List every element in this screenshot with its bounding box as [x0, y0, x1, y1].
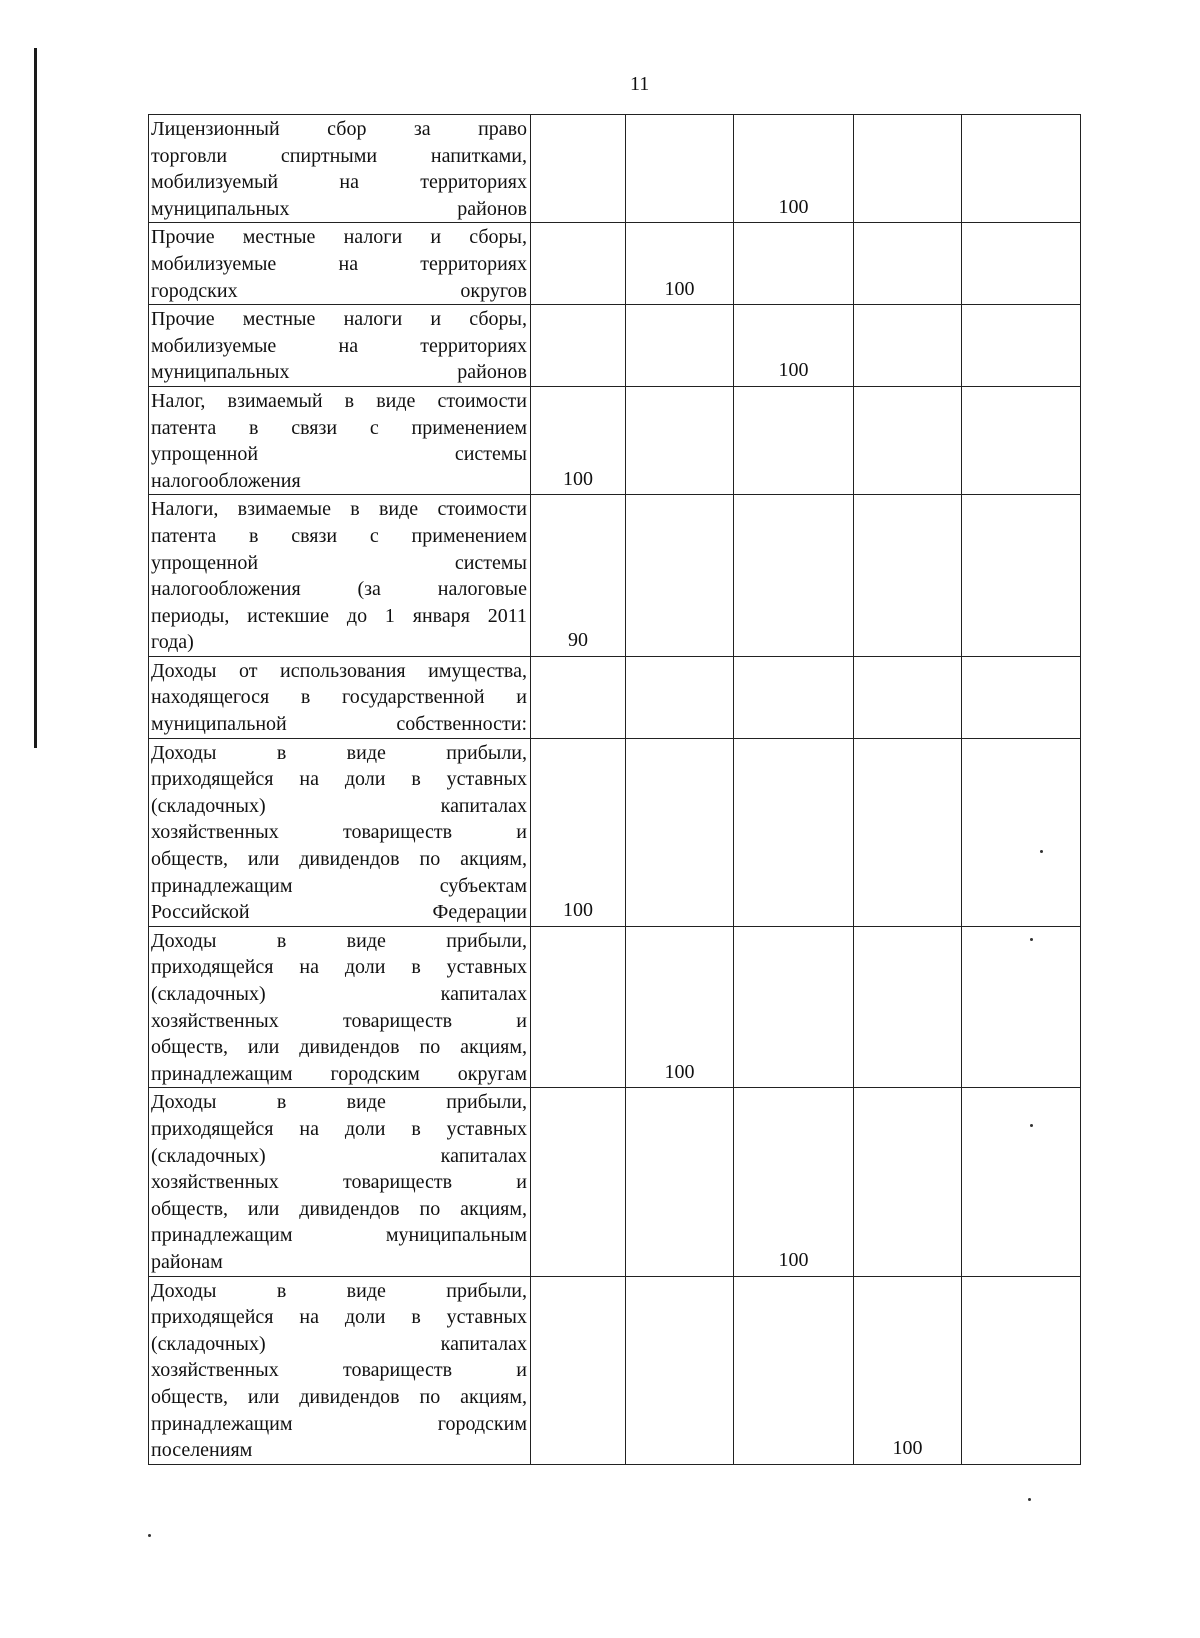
revenue-name-line: (складочных) капиталах [151, 1144, 527, 1167]
percent-value-cell [854, 115, 962, 223]
scan-speck [1040, 850, 1043, 853]
table-row [149, 1088, 1081, 1276]
percent-value-cell [626, 305, 734, 387]
revenue-name-line: упрощенной системы [151, 443, 527, 466]
scan-margin-line [34, 48, 37, 748]
table-row [149, 223, 1081, 305]
revenue-name-line: Налоги, взимаемые в виде стоимости [151, 498, 527, 521]
revenue-name-line: патента в связи с применением [151, 524, 527, 547]
revenue-name-line: Доходы в виде прибыли, [151, 929, 527, 952]
percent-value-cell [626, 656, 734, 738]
revenue-distribution-table [148, 114, 1081, 1465]
revenue-name-line: обществ, или дивидендов по акциям, [151, 1197, 527, 1220]
percent-value-cell [626, 386, 734, 494]
percent-value-cell [734, 495, 854, 657]
percent-value-cell [626, 115, 734, 223]
percent-value-cell [734, 656, 854, 738]
scan-speck [148, 1534, 151, 1537]
percent-value-cell [734, 926, 854, 1088]
revenue-name-line: обществ, или дивидендов по акциям, [151, 848, 527, 871]
percent-value-cell [531, 1276, 626, 1464]
table-row [149, 495, 1081, 657]
revenue-name-line: периоды, истекшие до 1 января 2011 [151, 604, 527, 627]
percent-value-cell [854, 223, 962, 305]
percent-value-cell [626, 495, 734, 657]
revenue-name-line: Доходы в виде прибыли, [151, 741, 527, 764]
percent-value-cell [962, 305, 1081, 387]
revenue-name-line: торговли спиртными напитками, [151, 144, 527, 167]
percent-value-cell [531, 1088, 626, 1276]
percent-value-cell [854, 495, 962, 657]
percent-value-cell [962, 386, 1081, 494]
percent-value-cell [962, 1088, 1081, 1276]
revenue-name-line: Прочие местные налоги и сборы, [151, 308, 527, 331]
percent-value-cell [962, 656, 1081, 738]
percent-value-cell: 100 [734, 305, 854, 387]
revenue-name-line: принадлежащим субъектам [151, 874, 527, 897]
revenue-name-line: мобилизуемые на территориях [151, 252, 527, 275]
revenue-name-line: Доходы в виде прибыли, [151, 1091, 527, 1114]
percent-value-cell: 100 [734, 115, 854, 223]
revenue-name-line: принадлежащим городским [151, 1412, 527, 1435]
scan-speck [1030, 938, 1033, 941]
revenue-name-line: Российской Федерации [151, 901, 527, 924]
percent-value-cell [734, 386, 854, 494]
percent-value-cell [734, 223, 854, 305]
percent-value-cell [962, 115, 1081, 223]
percent-value-cell: 100 [531, 386, 626, 494]
revenue-name-line: патента в связи с применением [151, 416, 527, 439]
percent-value-cell [734, 1276, 854, 1464]
table-row [149, 656, 1081, 738]
table-body [149, 115, 1081, 1465]
percent-value-cell [854, 926, 962, 1088]
revenue-name-line: приходящейся на доли в уставных [151, 956, 527, 979]
revenue-name-line: муниципальных районов [151, 361, 527, 384]
percent-value-cell: 100 [626, 223, 734, 305]
table-row [149, 115, 1081, 223]
revenue-name-line: обществ, или дивидендов по акциям, [151, 1385, 527, 1408]
revenue-name-line: городских округов [151, 279, 527, 302]
revenue-name-cell [149, 1088, 531, 1276]
revenue-name-line: мобилизуемый на территориях [151, 171, 527, 194]
revenue-name-cell [149, 386, 531, 494]
table-row [149, 1276, 1081, 1464]
revenue-name-line: Доходы в виде прибыли, [151, 1279, 527, 1302]
percent-value-cell [734, 738, 854, 926]
revenue-name-line: поселениям [151, 1439, 253, 1462]
revenue-name-line: принадлежащим городским округам [151, 1062, 527, 1085]
revenue-name-line: обществ, или дивидендов по акциям, [151, 1036, 527, 1059]
revenue-name-line: Прочие местные налоги и сборы, [151, 226, 527, 249]
revenue-name-line: мобилизуемые на территориях [151, 334, 527, 357]
revenue-name-cell [149, 305, 531, 387]
revenue-name-line: Доходы от использования имущества, [151, 659, 527, 682]
revenue-name-line: налогообложения [151, 469, 301, 492]
revenue-name-line: (складочных) капиталах [151, 983, 527, 1005]
revenue-name-line: приходящейся на доли в уставных [151, 768, 527, 791]
percent-value-cell [962, 738, 1081, 926]
revenue-name-line: хозяйственных товариществ и [151, 1359, 527, 1382]
percent-value-cell [531, 656, 626, 738]
revenue-name-line: (складочных) капиталах [151, 1332, 527, 1355]
percent-value-cell [626, 1276, 734, 1464]
percent-value-cell [962, 495, 1081, 657]
percent-value-cell [531, 223, 626, 305]
revenue-name-line: приходящейся на доли в уставных [151, 1117, 527, 1140]
percent-value-cell [531, 115, 626, 223]
percent-value-cell [626, 1088, 734, 1276]
revenue-name-cell [149, 223, 531, 305]
percent-value-cell: 100 [734, 1088, 854, 1276]
revenue-name-line: районам [151, 1250, 223, 1273]
revenue-name-line: муниципальной собственности: [151, 713, 527, 736]
percent-value-cell: 100 [854, 1276, 962, 1464]
table-row [149, 738, 1081, 926]
revenue-name-cell [149, 926, 531, 1088]
revenue-name-line: принадлежащим муниципальным [151, 1224, 527, 1247]
revenue-name-line: хозяйственных товариществ и [151, 821, 527, 844]
revenue-name-line: (складочных) капиталах [151, 794, 527, 817]
table-row [149, 386, 1081, 494]
revenue-name-cell [149, 738, 531, 926]
revenue-name-cell [149, 495, 531, 657]
revenue-name-line: упрощенной системы [151, 551, 527, 574]
percent-value-cell: 90 [531, 495, 626, 657]
revenue-name-line: приходящейся на доли в уставных [151, 1306, 527, 1329]
percent-value-cell [531, 305, 626, 387]
revenue-name-line: хозяйственных товариществ и [151, 1171, 527, 1194]
percent-value-cell [854, 386, 962, 494]
revenue-name-line: года) [151, 631, 194, 654]
revenue-name-line: находящегося в государственной и [151, 686, 527, 709]
percent-value-cell [626, 738, 734, 926]
revenue-name-line: хозяйственных товариществ и [151, 1009, 527, 1032]
page-number: 11 [630, 73, 650, 95]
scan-speck [1030, 1124, 1033, 1127]
percent-value-cell: 100 [626, 926, 734, 1088]
revenue-name-cell [149, 115, 531, 223]
table-row [149, 305, 1081, 387]
scan-speck [1028, 1498, 1031, 1501]
percent-value-cell [531, 926, 626, 1088]
revenue-name-line: Налог, взимаемый в виде стоимости [151, 389, 527, 412]
revenue-name-cell [149, 656, 531, 738]
percent-value-cell [854, 1088, 962, 1276]
percent-value-cell [962, 1276, 1081, 1464]
percent-value-cell [854, 305, 962, 387]
revenue-name-line: налогообложения (за налоговые [151, 578, 527, 601]
percent-value-cell [854, 656, 962, 738]
revenue-name-cell [149, 1276, 531, 1464]
percent-value-cell [854, 738, 962, 926]
percent-value-cell: 100 [531, 738, 626, 926]
revenue-name-line: муниципальных районов [151, 197, 527, 220]
table-row [149, 926, 1081, 1088]
revenue-name-line: Лицензионный сбор за право [151, 118, 527, 140]
percent-value-cell [962, 926, 1081, 1088]
percent-value-cell [962, 223, 1081, 305]
